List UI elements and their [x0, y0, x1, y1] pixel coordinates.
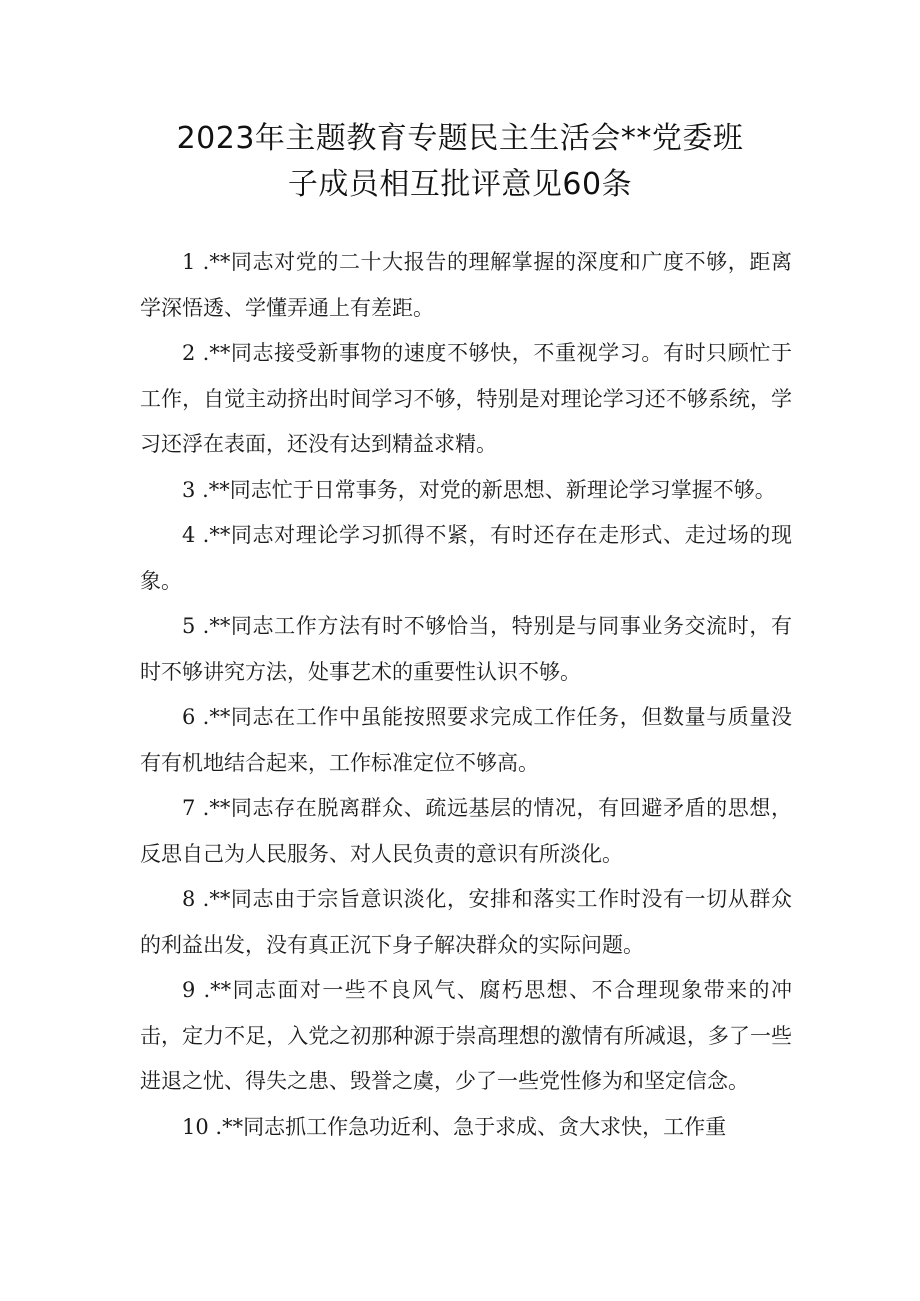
item-number: 4 [182, 523, 196, 547]
paragraph-1 [140, 240, 792, 331]
paragraph-text: .**同志对理论学习抓得不紧，有时还存在走形式、走过场的现象。 [140, 523, 792, 593]
paragraph-7 [140, 786, 792, 877]
paragraph-3 [140, 468, 792, 514]
paragraph-text: .**同志由于宗旨意识淡化，安排和落实工作时没有一切从群众的利益出发，没有真正沉下身子解决群众的实际问题。 [140, 887, 792, 957]
paragraph-5 [140, 604, 792, 695]
item-number: 7 [182, 796, 196, 820]
paragraph-text: .**同志工作方法有时不够恰当，特别是与同事业务交流时，有时不够讲究方法，处事艺术的重要性认识不够。 [140, 614, 792, 684]
paragraph-text: .**同志接受新事物的速度不够快，不重视学习。有时只顾忙于工作，自觉主动挤出时间学习不够，特别是对理论学习还不够系统，学习还浮在表面，还没有达到精益求精。 [140, 341, 792, 456]
paragraph-10 [140, 1105, 792, 1151]
item-number: 3 [182, 477, 196, 502]
document-title [130, 116, 790, 208]
paragraph-4 [140, 513, 792, 604]
paragraph-9 [140, 968, 792, 1105]
item-number: 10 [182, 1114, 209, 1139]
title-line-1: 2023年主题教育专题民主生活会**党委班 [176, 121, 744, 156]
paragraph-6 [140, 695, 792, 786]
paragraph-text: .**同志忙于日常事务，对党的新思想、新理论学习掌握不够。 [202, 477, 776, 502]
item-number: 1 [182, 250, 196, 274]
item-number: 6 [182, 705, 196, 729]
item-number: 2 [182, 341, 196, 365]
document-body [140, 240, 792, 1150]
title-line-2: 子成员相互批评意见60条 [287, 167, 633, 202]
paragraph-2 [140, 331, 792, 468]
item-number: 9 [182, 978, 196, 1002]
item-number: 5 [182, 614, 196, 638]
paragraph-text: .**同志对党的二十大报告的理解掌握的深度和广度不够，距离学深悟透、学懂弄通上有差距。 [140, 250, 792, 320]
paragraph-text: .**同志抓工作急功近利、急于求成、贪大求快，工作重 [215, 1114, 727, 1139]
paragraph-text: .**同志在工作中虽能按照要求完成工作任务，但数量与质量没有有机地结合起来，工作标准定位不够高。 [140, 705, 792, 775]
paragraph-text: .**同志面对一些不良风气、腐朽思想、不合理现象带来的冲击，定力不足，入党之初那种源于崇高理想的激情有所减退，多了一些进退之忧、得失之患、毁誉之虞，少了一些党性修为和坚定信念。 [140, 978, 792, 1093]
paragraph-text: .**同志存在脱离群众、疏远基层的情况，有回避矛盾的思想，反思自己为人民服务、对人民负责的意识有所淡化。 [140, 796, 792, 866]
paragraph-8 [140, 877, 792, 968]
item-number: 8 [182, 887, 196, 911]
